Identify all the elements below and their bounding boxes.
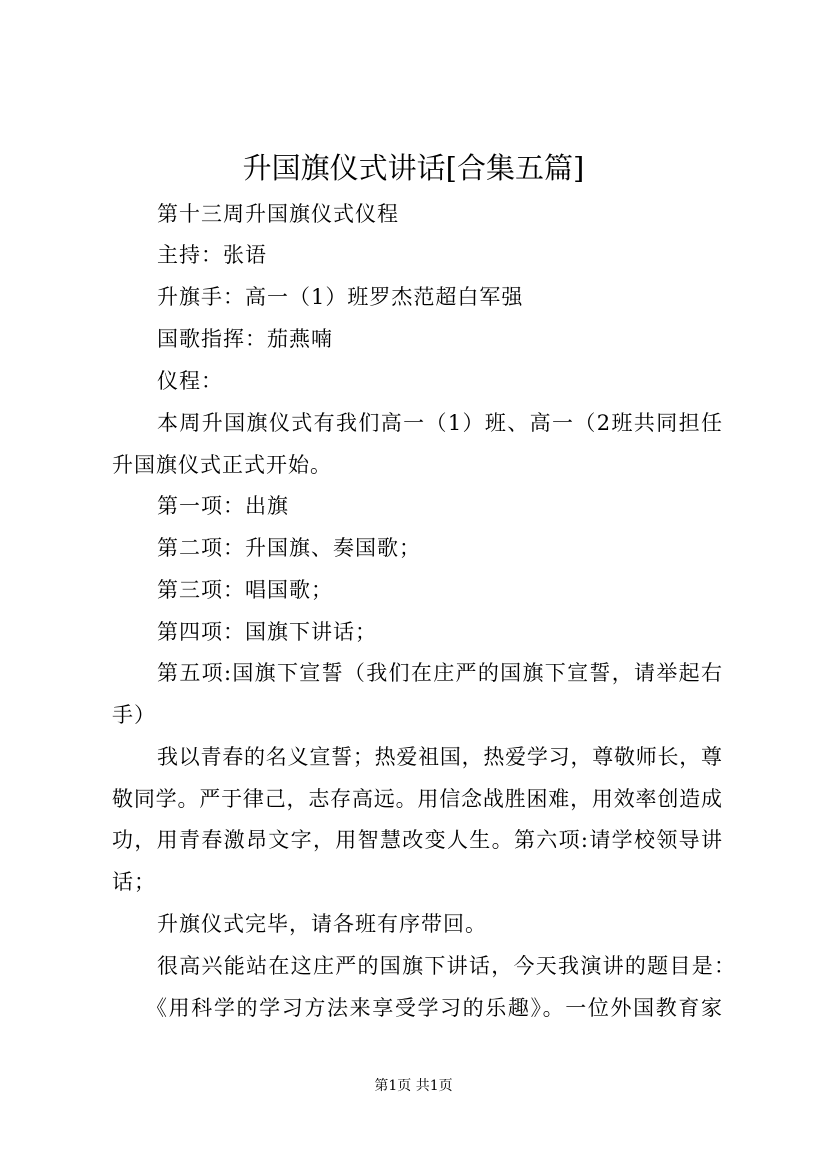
text-line: 仪程： [157, 369, 223, 393]
text-line: 第三项：唱国歌； [157, 578, 333, 602]
text-line: 很高兴能站在这庄严的国旗下讲话，今天我演讲的题目是： [157, 954, 735, 978]
text-line: 《用科学的学习方法来享受学习的乐趣》。一位外国教育家 [146, 996, 722, 1020]
text-line: 第四项：国旗下讲话； [157, 620, 377, 644]
text-line: 升旗手：高一（1）班罗杰范超白军强 [157, 285, 524, 309]
text-line: 手） [112, 703, 156, 727]
text-line: 主持：张语 [157, 243, 267, 267]
text-line: 第二项：升国旗、奏国歌； [157, 536, 421, 560]
text-line: 话； [112, 870, 156, 894]
text-line: 功，用青春激昂文字，用智慧改变人生。第六项:请学校领导讲 [112, 828, 722, 852]
text-line: 我以青春的名义宣誓；热爱祖国，热爱学习，尊敬师长，尊 [157, 745, 722, 769]
text-line: 升国旗仪式正式开始。 [112, 453, 332, 477]
text-line: 本周升国旗仪式有我们高一（1）班、高一（2班共同担任 [157, 411, 722, 435]
text-line: 第一项：出旗 [157, 494, 289, 518]
page-footer: 第1页 共1页 [374, 1078, 453, 1094]
text-line: 敬同学。严于律己，志存高远。用信念战胜困难，用效率创造成 [112, 787, 722, 811]
text-line: 第十三周升国旗仪式仪程 [157, 202, 399, 226]
text-line: 国歌指挥：茄燕喃 [157, 327, 333, 351]
text-line: 升旗仪式完毕，请各班有序带回。 [157, 912, 487, 936]
document-title: 升国旗仪式讲话[合集五篇] [242, 151, 585, 185]
text-line: 第五项:国旗下宣誓（我们在庄严的国旗下宣誓，请举起右 [157, 661, 722, 685]
